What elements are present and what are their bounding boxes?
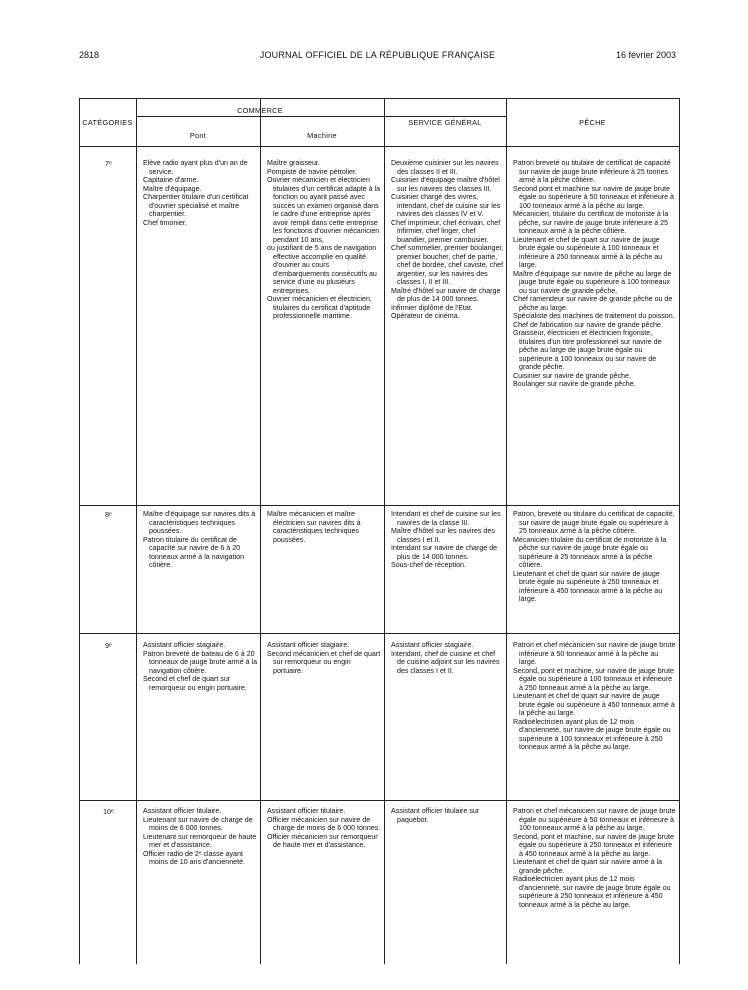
row9-machine [267, 641, 382, 675]
row10-peche [513, 807, 677, 909]
cell-entry: Opérateur de cinéma. [391, 312, 460, 320]
header-pont: Pont [189, 131, 207, 140]
cell-entry: Maître d'hôtel sur les navires des classes I et II. [391, 527, 495, 544]
row7-service [391, 159, 504, 321]
row9-peche [513, 641, 677, 752]
row7-pont [143, 159, 258, 227]
cell-entry: Ouvrier mécanicien et électricien titulaires d'un certificat adapté à la fonction ou ayant passé avec succès un examen organisé dans le cadre d'une entreprise après avoir rempli dans cette entreprise les fonctions d'ouvrier mécanicien pendant 10 ans, [267, 176, 381, 244]
category-8: 8ᵉ [105, 510, 112, 519]
row8-peche [513, 510, 677, 604]
header-commerce: COMMERCE [237, 106, 283, 115]
cell-entry: Lieutenant sur remorqueur de haute mer et d'assistance. [143, 832, 257, 849]
row10-pont [143, 807, 258, 867]
cell-entry: Graisseur, électricien et électricien frigoriste, titulaires d'un titre professionnel sur navire de pêche au large de jauge brute égale ou supérieure à 100 tonneaux ou sur navire de grande pêche. [513, 329, 662, 371]
row8-service [391, 510, 504, 570]
cell-entry: Pompiste de navire pétrolier. [267, 167, 357, 176]
cell-entry: Ouvrier mécanicien et électricien, titulaires du certificat d'aptitude professionnelle maritime. [267, 295, 372, 320]
cell-entry: Deuxième cuisinier sur les navires des classes II et III. [391, 159, 499, 176]
cell-entry: Assistant officier stagiaire. [267, 641, 350, 649]
row9-pont [143, 641, 258, 692]
cell-entry: Assistant officier titulaire sur paquebot. [391, 807, 480, 824]
cell-entry: Second pont et machine sur navire de jauge brute égale ou supérieure à 50 tonneaux et inférieure à 100 tonneaux armé à la pêche au large. [513, 184, 674, 210]
cell-entry: Second et chef de quart sur remorqueur ou engin portuaire. [143, 675, 247, 692]
cell-entry: Intendant et chef de cuisine sur les navires de la classe III. [391, 510, 501, 527]
page-header [79, 50, 676, 64]
publication-date: 16 février 2003 [615, 50, 676, 60]
category-7: 7ᵉ [105, 159, 112, 168]
cell-entry: Radioélectricien ayant plus de 12 mois d'ancienneté, sur navire de jauge brute égale ou supérieure à 250 tonneaux et inférieure à 450 tonneaux armé à la pêche au large. [513, 875, 671, 909]
cell-entry: Lieutenant sur navire de charge de moins de 6 000 tonnes. [143, 815, 253, 832]
cell-entry: Maître d'équipage sur navire de pêche au large de jauge brute égale ou supérieure à 100 tonneaux ou sur navire de grande pêche. [513, 269, 672, 295]
cell-entry: Chef sommelier, premier boulanger, premier boucher, chef de partie, chef de bordée, chef caviste, chef argentier, sur les navires des classes I, II et III. [391, 244, 504, 286]
cell-entry: Spécialiste des machines de traitement du poisson. [513, 312, 675, 320]
row-divider [79, 800, 680, 801]
cell-entry: Chef ramendeur sur navire de grande pêche ou de pêche au large. [513, 295, 673, 312]
cell-entry: Patron breveté ou titulaire de certificat de capacité sur navire de jauge brute inférieure à 25 tonnes armé à la pêche côtière. [513, 159, 671, 184]
cell-entry: Second, pont et machine, sur navire de jauge brute égale ou supérieure à 250 tonneaux et inférieure à 450 tonneaux armé à la pêche au large. [513, 832, 674, 858]
cell-entry: Lieutenant et chef de quart sur navire de jauge brute égale ou supérieure à 250 tonneaux et inférieure à 450 tonneaux armé à la pêche au large. [513, 569, 663, 603]
cell-entry: Assistant officier stagiaire. [391, 641, 474, 649]
cell-entry: Patron et chef mécanicien sur navire de jauge brute inférieure à 50 tonneaux armé à la pêche au large. [513, 641, 676, 666]
cell-entry: Assistant officier titulaire. [143, 807, 222, 815]
cell-entry: Intendant sur navire de charge de plus de 14 000 tonnes. [391, 544, 498, 561]
row10-machine [267, 807, 382, 850]
cell-entry: Cuisinier sur navire de grande pêche. [513, 371, 631, 380]
cell-entry: Mécanicien titulaire du certificat de motoriste à la pêche sur navire de jauge brute égale ou supérieure à 25 tonneaux armé à la pêche côtière. [513, 535, 667, 569]
row10-service [391, 807, 504, 824]
column-divider [384, 98, 385, 964]
header-peche: PÊCHE [579, 118, 606, 127]
category-10: 10ᵉ [103, 807, 114, 816]
cell-entry: Chef imprimeur, chef écrivain, chef infirmier, chef linger, chef buandier, premier cambusier. [391, 218, 501, 244]
row7-machine [267, 159, 382, 321]
commerce-divider [136, 116, 507, 117]
cell-entry: Mécanicien, titulaire du certificat de motoriste à la pêche, sur navire de jauge brute inférieure à 25 tonneaux armé à la pêche côtière. [513, 210, 669, 235]
cell-entry: Officier radio de 2ᵉ classe ayant moins de 10 ans d'ancienneté. [143, 849, 246, 866]
column-divider [136, 98, 137, 964]
cell-entry: Cuisinier d'équipage maître d'hôtel sur les navires des classes III. [391, 176, 500, 193]
cell-entry: Maître d'hôtel sur navire de charge de plus de 14 000 tonnes. [391, 286, 501, 303]
row9-service [391, 641, 504, 675]
classification-table [79, 98, 680, 964]
page-number: 2818 [79, 50, 100, 60]
header-divider [79, 146, 680, 147]
cell-entry: Lieutenant et chef de quart sur navire de jauge brute égale ou supérieure à 450 tonneaux armé à la pêche au large. [513, 692, 675, 717]
cell-entry: Patron et chef mécanicien sur navire de jauge brute égale ou supérieure à 50 tonneaux et inférieure à 100 tonneaux armé à la pêche au large. [513, 807, 676, 832]
journal-title: JOURNAL OFFICIEL DE LA RÉPUBLIQUE FRANÇAISE [259, 50, 496, 60]
header-categories: CATÉGORIES [82, 118, 133, 127]
cell-entry: Second mécanicien et chef de quart sur remorqueur ou engin portuaire. [267, 649, 381, 675]
cell-entry: Patron, breveté ou titulaire du certificat de capacité, sur navire de jauge brute égale ou supérieure à 25 tonneaux armé à la pêche côtière. [513, 510, 675, 535]
cell-entry: Charpentier titulaire d'un certificat d'ouvrier spécialisé et maître charpentier. [143, 193, 249, 218]
cell-entry: Capitaine d'arme. [143, 176, 199, 184]
row-divider [79, 505, 680, 506]
cell-entry: Patron titulaire du certificat de capacité sur navire de 6 à 20 tonneaux armé à la navigation côtière. [143, 535, 245, 569]
cell-entry: Patron breveté de bateau de 6 à 20 tonneaux de jauge brute armé à la navigation côtière. [143, 649, 258, 675]
cell-entry: Sous-chef de réception. [391, 561, 466, 569]
cell-entry: Officier mécanicien sur navire de charge de moins de 6 000 tonnes. [267, 815, 381, 832]
row7-peche [513, 159, 677, 389]
cell-entry: Lieutenant et chef de quart sur navire armé à la grande pêche. [513, 858, 663, 875]
cell-entry: Elève radio ayant plus d'un an de service. [143, 159, 248, 176]
category-9: 9ᵉ [105, 641, 112, 650]
column-divider [506, 98, 507, 964]
row8-pont [143, 510, 258, 570]
cell-entry: Officier mécanicien sur remorqueur de haute mer et d'assistance. [267, 832, 378, 849]
table-border-right [679, 98, 680, 964]
cell-entry: ou justifiant de 5 ans de navigation effective accomplie en qualité d'ouvrier au cours d'embarquements consécutifs au service d'une ou plusieurs entreprises. [267, 244, 377, 295]
cell-entry: Boulanger sur navire de grande pêche. [513, 380, 636, 388]
cell-entry: Chef de fabrication sur navire de grande pêche. [513, 320, 663, 329]
cell-entry: Second, pont et machine, sur navire de jauge brute égale ou supérieure à 100 tonneaux et inférieure à 250 tonneaux armé à la pêche au large. [513, 666, 674, 692]
cell-entry: Radioélectricien ayant plus de 12 mois d'ancienneté, sur navire de jauge brute égale ou supérieure à 100 tonneaux et inférieure à 250 tonneaux armé à la pêche au large. [513, 717, 671, 751]
table-border-top [79, 98, 680, 99]
cell-entry: Cuisinier chargé des vivres, intendant, chef de cuisine sur les navires des classes IV et V. [391, 193, 501, 218]
cell-entry: Maître d'équipage. [143, 184, 202, 193]
table-border-left [79, 98, 80, 964]
row8-machine [267, 510, 382, 544]
cell-entry: Maître d'équipage sur navires dits à caractéristiques techniques poussées. [143, 510, 256, 535]
cell-entry: Assistant officier stagiaire. [143, 641, 226, 649]
cell-entry: Assistant officier titulaire. [267, 807, 346, 815]
cell-entry: Infirmier diplômé de l'Etat. [391, 303, 473, 312]
cell-entry: Chef timonier. [143, 218, 187, 227]
column-divider [260, 98, 261, 964]
header-service-general: SERVICE GÉNÉRAL [408, 118, 482, 127]
cell-entry: Maître mécanicien et maître électricien sur navires dits à caractéristiques techniques poussées. [267, 510, 361, 544]
header-machine: Machine [307, 131, 337, 140]
cell-entry: Intendant, chef de cuisine et chef de cuisine adjoint sur les navires des classes I et II. [391, 649, 500, 675]
cell-entry: Maître graisseur. [267, 159, 320, 167]
cell-entry: Lieutenant et chef de quart sur navire de jauge brute égale ou supérieure à 100 tonneaux et inférieure à 250 tonneaux armé à la pêche au large. [513, 235, 663, 269]
row-divider [79, 633, 680, 634]
